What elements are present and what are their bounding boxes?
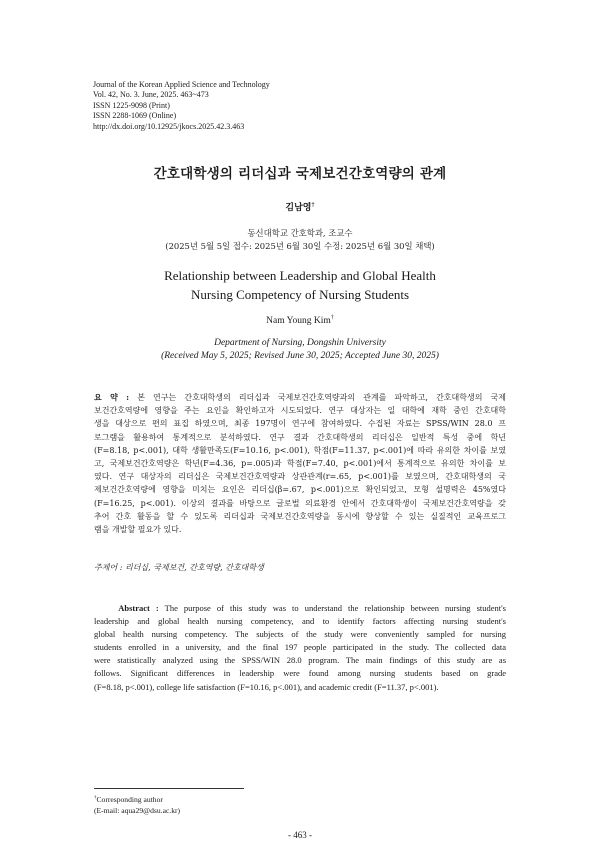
footnote-corresponding: †Corresponding author <box>94 795 163 804</box>
title-english <box>0 266 600 304</box>
abstract-korean-line: 였다. 연구 대상자의 리더십은 국제보건간호역량과 상관관계(r=.65, p<.001)를 보였으며, 간호대학생의 국 <box>94 472 506 482</box>
affiliation-english-dept: Department of Nursing, Dongshin University <box>214 338 386 348</box>
page-number: - 463 - <box>288 830 312 840</box>
journal-doi: http://dx.doi.org/10.12925/jkocs.2025.42.3.463 <box>93 121 245 131</box>
footnote-divider <box>94 788 244 789</box>
footnote-mark: † <box>94 795 97 801</box>
title-english-line1: Relationship between Leadership and Global Health <box>164 268 436 283</box>
abstract-korean-line: 램을 개발할 필요가 있다. <box>94 525 182 535</box>
abstract-english-label: Abstract : <box>118 603 159 613</box>
journal-issn-print: ISSN 1225-9098 (Print) <box>93 100 170 110</box>
dates-korean: (2025년 5월 5일 접수: 2025년 6월 30일 수정: 2025년 6월 30일 채택) <box>165 241 435 251</box>
corresponding-mark-en: † <box>330 314 334 321</box>
abstract-korean-line: 보건간호역량에 영향을 주는 요인을 확인하고자 시도되었다. 연구 대상자는 일 대학에 재학 중인 간호대학 <box>94 406 506 416</box>
abstract-korean-line: (F=8.18, p<.001), 대학 생활만족도(F=10.16, p<.001), 학점(F=11.37, p<.001)에 따라 유의한 차이를 보였 <box>94 445 506 455</box>
abstract-korean-line: (F=16.25, p<.001). 이상의 결과를 바탕으로 글로벌 의료환경 안에서 간호대학생이 국제보건간호역량을 갖 <box>94 498 506 508</box>
affiliation-korean: 동신대학교 간호학과, 조교수 <box>247 228 353 238</box>
keywords-korean: 주제어 : 리더십, 국제보건, 간호역량, 간호대학생 <box>94 563 264 572</box>
affiliation-english <box>0 337 600 362</box>
abstract-english <box>94 602 506 694</box>
abstract-english-line: Abstract : The purpose of this study was to understand the relationship between nursing student's <box>118 603 506 613</box>
abstract-english-line: students enrolled in a university, and the final 197 people participated in the study. The collected data <box>94 642 506 653</box>
abstract-english-line: leadership and global health nursing competency, and to identify factors affecting nursing student's <box>94 616 506 627</box>
abstract-korean <box>94 391 506 536</box>
abstract-english-line: (F=8.18, p<.001), college life satisfaction (F=10.16, p<.001), and academic credit (F=11.37, p<.001). <box>94 681 439 692</box>
abstract-korean-line: 제보건간호역량에 영향을 미치는 요인은 리더십(β=.67, p<.001)으로 확인되었고, 모형 설명력은 45%였다 <box>94 485 506 495</box>
abstract-korean-label: 요 약 : <box>94 392 130 402</box>
author-korean <box>0 200 600 213</box>
abstract-english-line: follows. Significant differences in leadership were found among nursing students based on grade <box>94 668 506 679</box>
abstract-korean-line: 로그램을 활용하여 통계적으로 분석하였다. 연구 결과 간호대학생의 리더십은 일반적 특성 중에 학년 <box>94 432 506 442</box>
journal-issn-online: ISSN 2288-1069 (Online) <box>93 111 177 121</box>
journal-name: Journal of the Korean Applied Science and Technology <box>93 80 270 89</box>
dates-english: (Received May 5, 2025; Revised June 30, 2025; Accepted June 30, 2025) <box>161 350 439 361</box>
abstract-english-line: global health nursing competency. The subjects of the study were conveniently sampled for nursing <box>94 629 506 640</box>
footnote <box>94 795 180 816</box>
journal-volume: Vol. 42, No. 3. June, 2025. 463~473 <box>93 90 209 100</box>
abstract-english-line: were statistically analyzed using the SPSS/WIN 28.0 program. The main findings of this study are as <box>94 655 506 666</box>
author-english-name: Nam Young Kim <box>266 316 331 326</box>
abstract-korean-line: 생을 대상으로 편의 표집 하였으며, 최종 197명이 연구에 참여하였다. 수집된 자료는 SPSS/WIN 28.0 프 <box>94 419 506 429</box>
abstract-korean-line: 추어 간호 활동을 할 수 있도록 리더십과 국제보건간호역량을 동시에 향상할 수 있는 실질적인 교육프로그 <box>94 511 506 521</box>
abstract-korean-line: 고, 국제보건간호역량은 학년(F=4.36, p=.005)과 학점(F=7.40, p<.001)에서 통계적으로 유의한 차이를 보 <box>94 459 506 469</box>
title-korean: 간호대학생의 리더십과 국제보건간호역량의 관계 <box>153 166 447 182</box>
title-english-line2: Nursing Competency of Nursing Students <box>190 287 410 302</box>
abstract-korean-line: 요 약 : 본 연구는 간호대학생의 리더십과 국제보건간호역량과의 관계를 파악하고, 간호대학생의 국제 <box>94 392 506 402</box>
footnote-email: (E-mail: aqua29@dsu.ac.kr) <box>94 805 181 815</box>
journal-info <box>93 80 270 132</box>
corresponding-mark: † <box>311 202 315 208</box>
author-english <box>0 316 600 326</box>
author-korean-name: 김남영 <box>285 203 312 213</box>
